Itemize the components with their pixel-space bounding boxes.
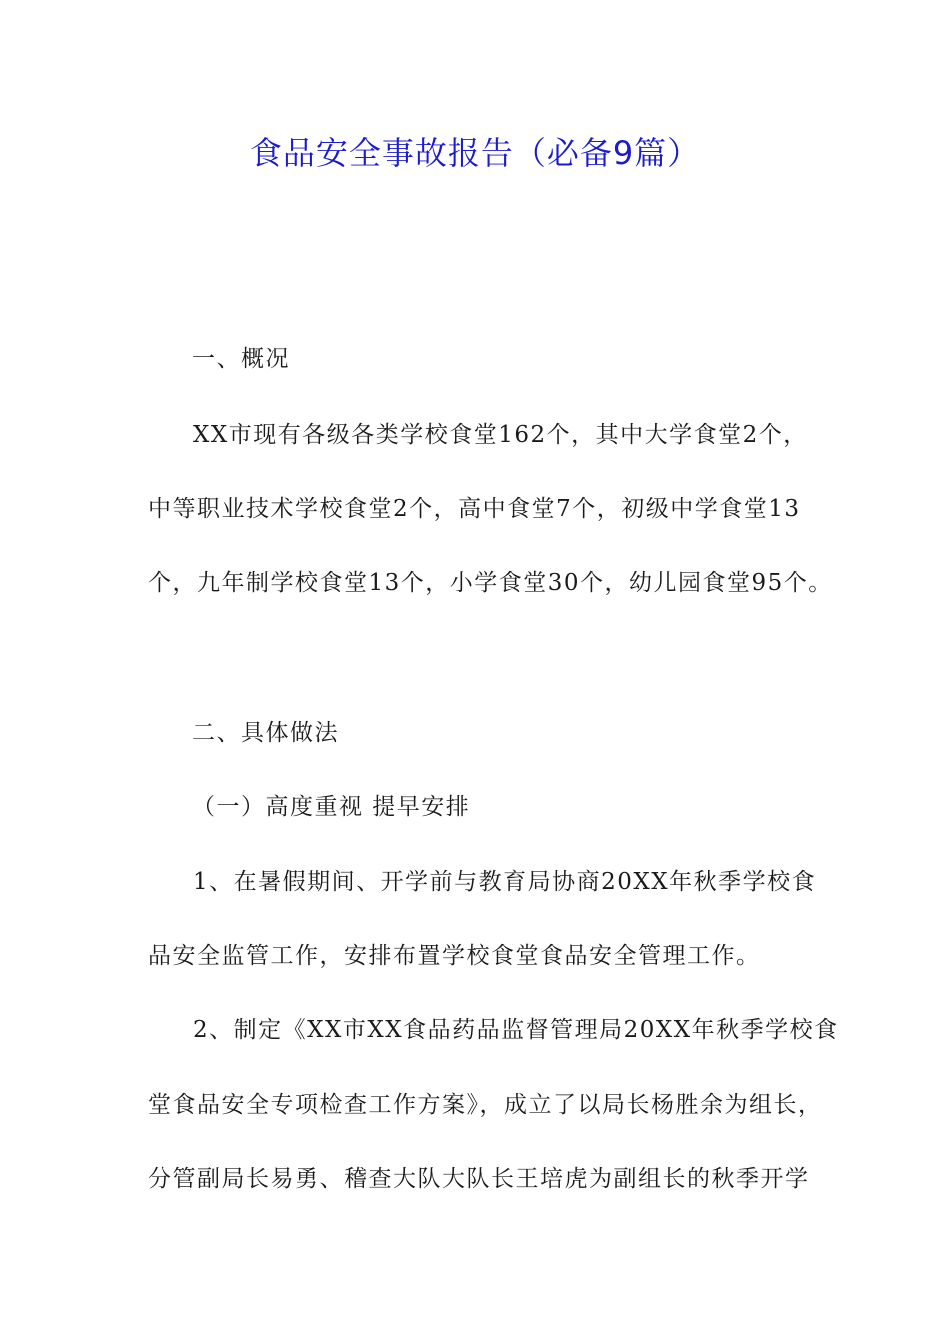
paragraph-line: XX市现有各级各类学校食堂162个，其中大学食堂2个， bbox=[193, 422, 808, 448]
paragraph-line: 中等职业技术学校食堂2个，高中食堂7个，初级中学食堂13 bbox=[148, 496, 801, 522]
section-heading-practices: 二、具体做法 bbox=[192, 720, 339, 746]
paragraph-line: 个，九年制学校食堂13个，小学食堂30个，幼儿园食堂95个。 bbox=[148, 570, 833, 596]
paragraph-line: 堂食品安全专项检查工作方案》，成立了以局长杨胜余为组长， bbox=[148, 1092, 823, 1118]
document-title: 食品安全事故报告（必备9篇） bbox=[249, 134, 701, 172]
paragraph-line: 品安全监管工作，安排布置学校食堂食品安全管理工作。 bbox=[148, 943, 761, 969]
paragraph-line: 2、制定《XX市XX食品药品监督管理局20XX年秋季学校食 bbox=[193, 1017, 839, 1043]
subsection-heading: （一）高度重视 提早安排 bbox=[192, 794, 471, 820]
paragraph-line: 分管副局长易勇、稽查大队大队长王培虎为副组长的秋季开学 bbox=[148, 1166, 810, 1192]
section-heading-overview: 一、概况 bbox=[192, 346, 290, 372]
paragraph-line: 1、在暑假期间、开学前与教育局协商20XX年秋季学校食 bbox=[193, 869, 817, 895]
